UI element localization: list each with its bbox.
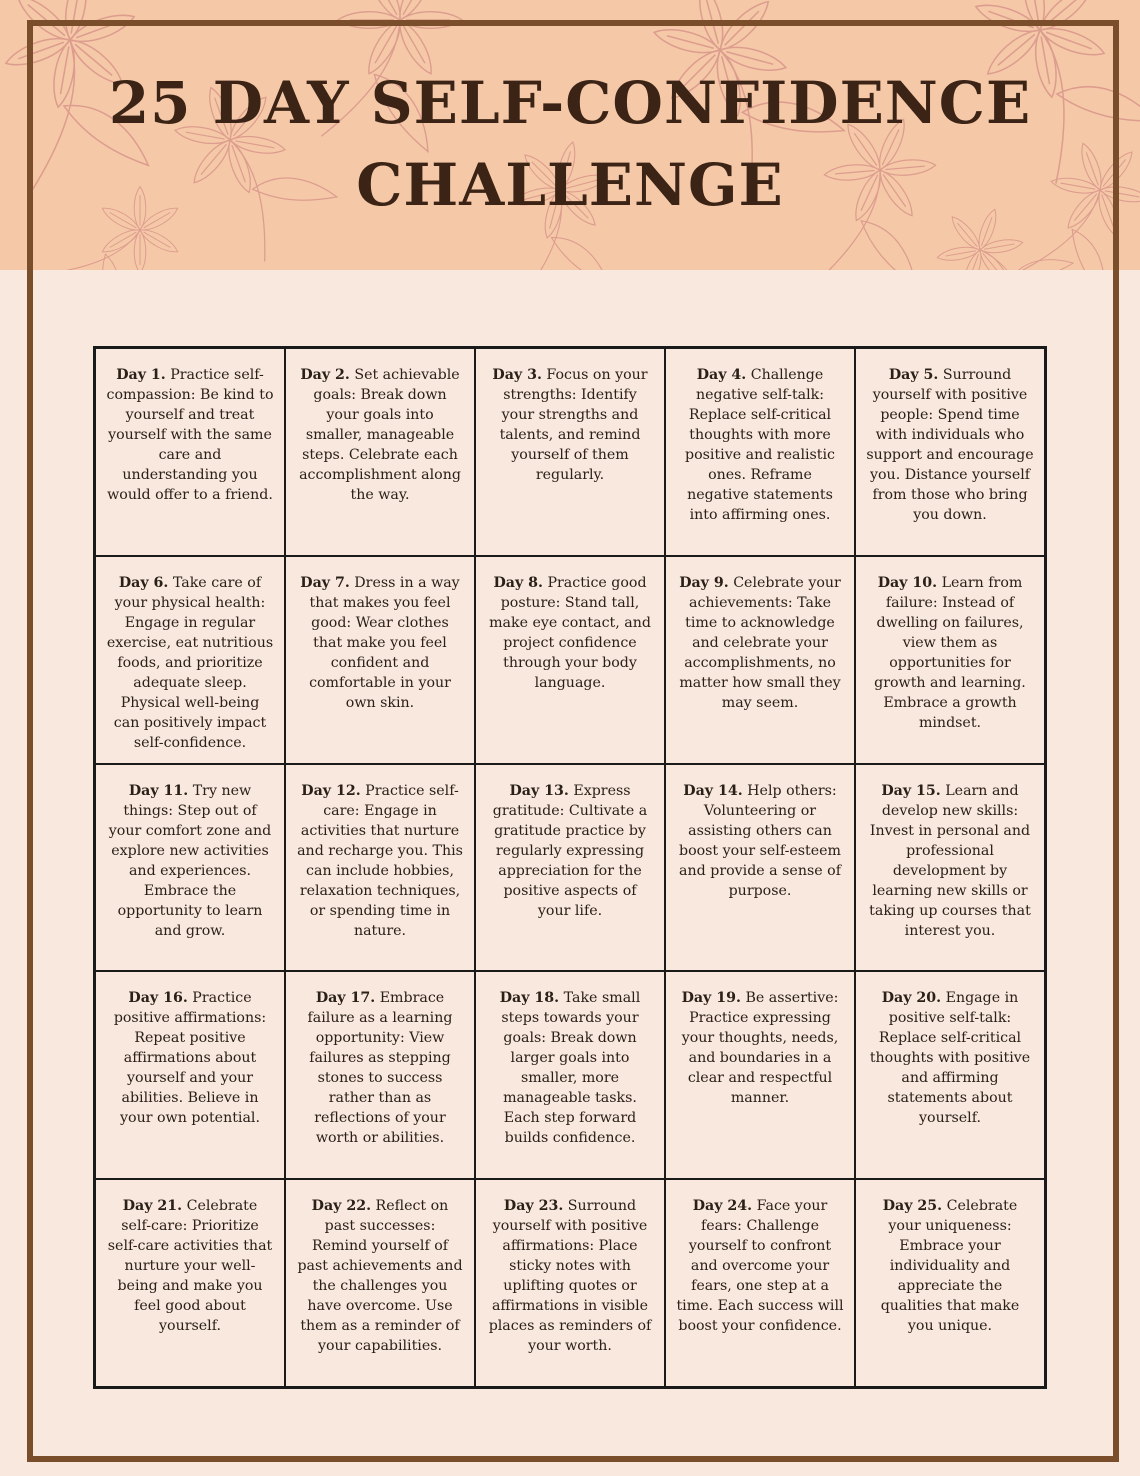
day-cell [95,556,285,764]
day-label: Day 19. [681,990,741,1007]
day-text: Celebrate self-care: Prioritize self-care activities that nurture your well-being and make you feel good about yourself. [107,1198,273,1335]
day-cell [665,348,855,556]
day-label: Day 23. [503,1198,564,1215]
day-text: Practice positive affirmations: Repeat positive affirmations about yourself and your abilities. Believe in your own potential. [113,990,267,1127]
day-label: Day 2. [300,367,350,383]
day-label: Day 25. [882,1198,943,1215]
day-cell [475,1179,665,1387]
day-cell [665,971,855,1179]
day-text: Take care of your physical health: Engage in regular exercise, eat nutritious foods, and prioritize adequate sleep. Physical well-being can positively impact self-confidence. [106,574,274,751]
day-text: Surround yourself with positive affirmations: Place sticky notes with uplifting quotes or affirmations in visible places as reminders of your worth. [488,1198,652,1355]
day-text: Face your fears: Challenge yourself to confront and overcome your fears, one step at a time. Each success will boost your confidence. [676,1198,844,1335]
day-text: Set achievable goals: Break down your goals into smaller, manageable steps. Celebrate each accomplishment along the way. [299,367,461,503]
day-label: Day 3. [492,367,542,383]
day-label: Day 6. [118,574,169,591]
day-label: Day 1. [116,367,166,383]
day-label: Day 24. [692,1198,753,1215]
day-cell [285,556,475,764]
day-text: Practice self-care: Engage in activities that nurture and recharge you. This can include hobbies, relaxation techniques, or spending time in nature. [297,782,463,939]
day-cell [285,971,475,1179]
day-cell [285,1179,475,1387]
day-text: Celebrate your uniqueness: Embrace your individuality and appreciate the qualities that make you unique. [880,1198,1020,1335]
day-text: Practice self-compassion: Be kind to yourself and treat yourself with the same care and understanding you would offer to a friend. [106,367,274,503]
day-text: Take small steps towards your goals: Break down larger goals into smaller, more manageable tasks. Each step forward builds confidence. [501,990,641,1147]
day-text: Celebrate your achievements: Take time to acknowledge and celebrate your accomplishments, no matter how small they may seem. [679,574,841,711]
day-cell [475,764,665,972]
title-line-2: CHALLENGE [356,151,784,219]
day-cell [855,348,1045,556]
day-cell [285,348,475,556]
day-cell [95,764,285,972]
day-text: Learn from failure: Instead of dwelling on failures, view them as opportunities for growth and learning. Embrace a growth mindset. [874,574,1026,731]
day-text: Focus on your strengths: Identify your strengths and talents, and remind yourself of them regularly. [499,367,648,483]
day-cell [665,556,855,764]
day-cell [855,971,1045,1179]
day-label: Day 20. [881,990,942,1007]
day-cell [95,1179,285,1387]
day-cell [95,971,285,1179]
day-text: Express gratitude: Cultivate a gratitude practice by regularly expressing appreciation for the positive aspects of your life. [492,782,648,919]
page-title [0,62,1140,226]
day-cell [475,348,665,556]
day-text: Try new things: Step out of your comfort zone and explore new activities and experiences. Embrace the opportunity to learn and grow. [108,782,272,939]
day-cell [855,556,1045,764]
day-label: Day 7. [300,574,350,591]
day-cell [95,348,285,556]
challenge-grid [93,346,1047,1389]
day-cell [285,764,475,972]
day-label: Day 13. [509,782,569,799]
day-text: Dress in a way that makes you feel good: Wear clothes that make you feel confident and comfortable in your own skin. [309,574,460,711]
day-label: Day 11. [128,782,189,799]
day-label: Day 16. [128,990,188,1007]
day-text: Learn and develop new skills: Invest in personal and professional development by learning new skills or taking up courses that interest you. [869,782,1031,939]
day-text: Reflect on past successes: Remind yourself of past achievements and the challenges you have overcome. Use them as a reminder of your capabilities. [297,1198,463,1355]
day-cell [475,556,665,764]
day-cell [855,1179,1045,1387]
day-label: Day 8. [493,574,543,591]
day-label: Day 5. [888,367,939,383]
day-text: Practice good posture: Stand tall, make eye contact, and project confidence through your body language. [489,574,651,691]
day-text: Help others: Volunteering or assisting others can boost your self-esteem and provide a sense of purpose. [678,782,842,899]
day-text: Engage in positive self-talk: Replace self-critical thoughts with positive and affirming statements about yourself. [869,990,1031,1127]
day-text: Be assertive: Practice expressing your thoughts, needs, and boundaries in a clear and respectful manner. [681,990,839,1107]
day-label: Day 17. [315,990,376,1007]
day-cell [855,764,1045,972]
day-label: Day 21. [122,1198,183,1215]
day-cell [665,764,855,972]
day-text: Surround yourself with positive people: Spend time with individuals who support and encourage you. Distance yourself from those who bring you down. [866,367,1034,523]
day-label: Day 15. [881,782,941,799]
day-cell [475,971,665,1179]
day-label: Day 10. [877,574,938,591]
day-label: Day 4. [696,367,747,383]
day-text: Embrace failure as a learning opportunity: View failures as stepping stones to success rather than as reflections of your worth or abilities. [307,990,453,1147]
day-label: Day 18. [499,990,560,1007]
day-label: Day 9. [679,574,729,591]
day-label: Day 14. [683,782,743,799]
day-cell [665,1179,855,1387]
day-label: Day 22. [311,1198,372,1215]
day-text: Challenge negative self-talk: Replace self-critical thoughts with more positive and realistic ones. Reframe negative statements into affirming ones. [685,367,835,523]
title-line-1: 25 DAY SELF-CONFIDENCE [108,69,1032,137]
day-label: Day 12. [301,782,361,799]
